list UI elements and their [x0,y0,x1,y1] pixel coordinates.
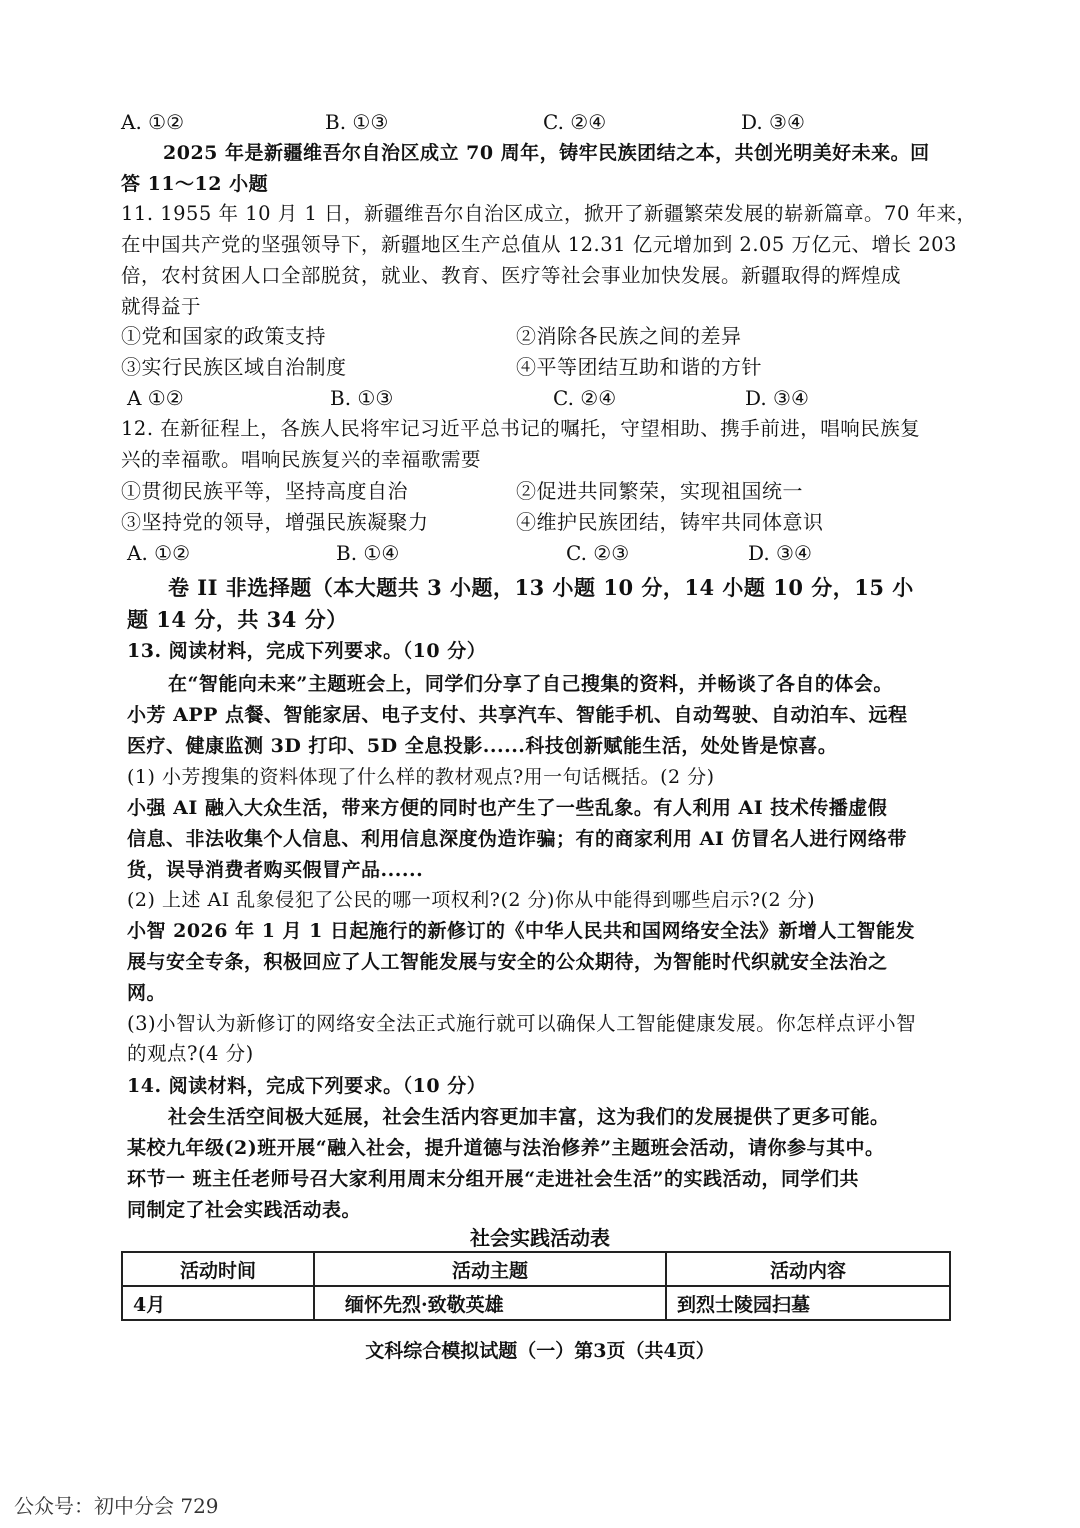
q13-xiaoqiang-2: 信息、非法收集个人信息、利用信息深度伪造诈骗；有的商家利用 AI 仿冒名人进行网络带 [127,828,907,850]
table-cell-time: 4月 [122,1286,314,1320]
q12-item-4: ④维护民族团结，铸牢共同体意识 [516,510,824,534]
intro-line-2: 答 11～12 小题 [121,173,269,195]
table-header-theme: 活动主题 [314,1252,666,1286]
q11-line-2: 在中国共产党的坚强领导下，新疆地区生产总值从 12.31 亿元增加到 2.05 万亿元、增长 203 [121,233,957,256]
q13-xiaofang-1: 小芳 APP 点餐、智能家居、电子支付、共享汽车、智能手机、自动驾驶、自动泊车、远程 [127,704,908,726]
q12-option-c: C. ②③ [566,541,630,565]
q14-paragraph-2: 某校九年级(2)班开展“融入社会，提升道德与法治修养”主题班会活动，请你参与其中。 [127,1137,885,1159]
q13-sub-2: (2) 上述 AI 乱象侵犯了公民的哪一项权利?(2 分)你从中能得到哪些启示?(2 分) [127,889,816,911]
table-header-content: 活动内容 [666,1252,950,1286]
q13-xiaofang-2: 医疗、健康监测 3D 打印、5D 全息投影......科技创新赋能生活，处处皆是惊喜。 [127,735,838,757]
table-header-time: 活动时间 [122,1252,314,1286]
q12-line-2: 兴的幸福歌。唱响民族复兴的幸福歌需要 [121,448,482,471]
intro-line-1: 2025 年是新疆维吾尔自治区成立 70 周年，铸牢民族团结之本，共创光明美好未来。回 [163,142,930,164]
q11-item-3: ③实行民族区域自治制度 [121,355,347,379]
q10-option-b: B. ①③ [325,110,389,134]
q13-xiaozhi-3: 网。 [127,982,167,1004]
q12-option-d: D. ③④ [748,541,812,565]
q13-xiaozhi-1: 小智 2026 年 1 月 1 日起施行的新修订的《中华人民共和国网络安全法》新增人工智能发 [127,920,916,942]
q10-option-d: D. ③④ [741,110,805,134]
q13-sub-3-line-2: 的观点?(4 分) [127,1042,254,1065]
watermark-text: 公众号：初中分会 729 [14,1494,219,1518]
q12-item-2: ②促进共同繁荣，实现祖国统一 [516,479,803,503]
q14-title: 14. 阅读材料，完成下列要求。（10 分） [127,1075,487,1097]
q13-intro: 在“智能向未来”主题班会上，同学们分享了自己搜集的资料，并畅谈了各自的体会。 [168,673,893,695]
q12-option-b: B. ①④ [336,541,400,565]
q11-line-4: 就得益于 [121,295,202,318]
q12-item-1: ①贯彻民族平等，坚持高度自治 [121,479,408,503]
section-2-title-line-1: 卷 II 非选择题（本大题共 3 小题，13 小题 10 分，14 小题 10 分，15 小 [168,575,914,600]
table-cell-content: 到烈士陵园扫墓 [666,1286,950,1320]
q14-paragraph-3: 环节一 班主任老师号召大家利用周末分组开展“走进社会生活”的实践活动，同学们共 [127,1168,859,1190]
q13-sub-1: (1) 小芳搜集的资料体现了什么样的教材观点?用一句话概括。(2 分) [127,766,715,788]
table-cell-theme: 缅怀先烈·致敬英雄 [314,1286,666,1320]
q11-item-4: ④平等团结互助和谐的方针 [516,355,762,379]
q10-option-a: A. ①② [121,110,185,134]
q11-option-b: B. ①③ [330,386,394,410]
section-2-title-line-2: 题 14 分，共 34 分） [127,607,348,632]
q11-line-1: 11. 1955 年 10 月 1 日，新疆维吾尔自治区成立，掀开了新疆繁荣发展的崭新篇章。70 年来， [121,202,977,225]
page-footer: 文科综合模拟试题（一）第3页（共4页） [365,1340,715,1362]
activity-table [121,1251,951,1321]
q11-option-d: D. ③④ [745,386,809,410]
q13-title: 13. 阅读材料，完成下列要求。（10 分） [127,640,487,662]
q13-xiaozhi-2: 展与安全专条，积极回应了人工智能发展与安全的公众期待，为智能时代织就安全法治之 [127,951,888,973]
q11-item-2: ②消除各民族之间的差异 [516,324,742,348]
q11-item-1: ①党和国家的政策支持 [121,324,326,348]
q11-option-a: A ①② [127,386,184,410]
table-row [122,1286,950,1320]
q14-paragraph-4: 同制定了社会实践活动表。 [127,1199,362,1221]
table-header-row [122,1252,950,1286]
q10-option-c: C. ②④ [543,110,607,134]
q12-option-a: A. ①② [127,541,191,565]
q12-item-3: ③坚持党的领导，增强民族凝聚力 [121,510,429,534]
table-caption: 社会实践活动表 [470,1226,610,1250]
q14-paragraph-1: 社会生活空间极大延展，社会生活内容更加丰富，这为我们的发展提供了更多可能。 [168,1106,890,1128]
q13-xiaoqiang-3: 货，误导消费者购买假冒产品...... [127,859,424,881]
q13-xiaoqiang-1: 小强 AI 融入大众生活，带来方便的同时也产生了一些乱象。有人利用 AI 技术传播虚假 [127,797,888,819]
q11-option-c: C. ②④ [553,386,617,410]
q13-sub-3-line-1: (3)小智认为新修订的网络安全法正式施行就可以确保人工智能健康发展。你怎样点评小智 [127,1012,917,1035]
q11-line-3: 倍，农村贫困人口全部脱贫，就业、教育、医疗等社会事业加快发展。新疆取得的辉煌成 [121,264,902,287]
q12-line-1: 12. 在新征程上，各族人民将牢记习近平总书记的嘱托，守望相助、携手前进，唱响民族复 [121,417,921,440]
